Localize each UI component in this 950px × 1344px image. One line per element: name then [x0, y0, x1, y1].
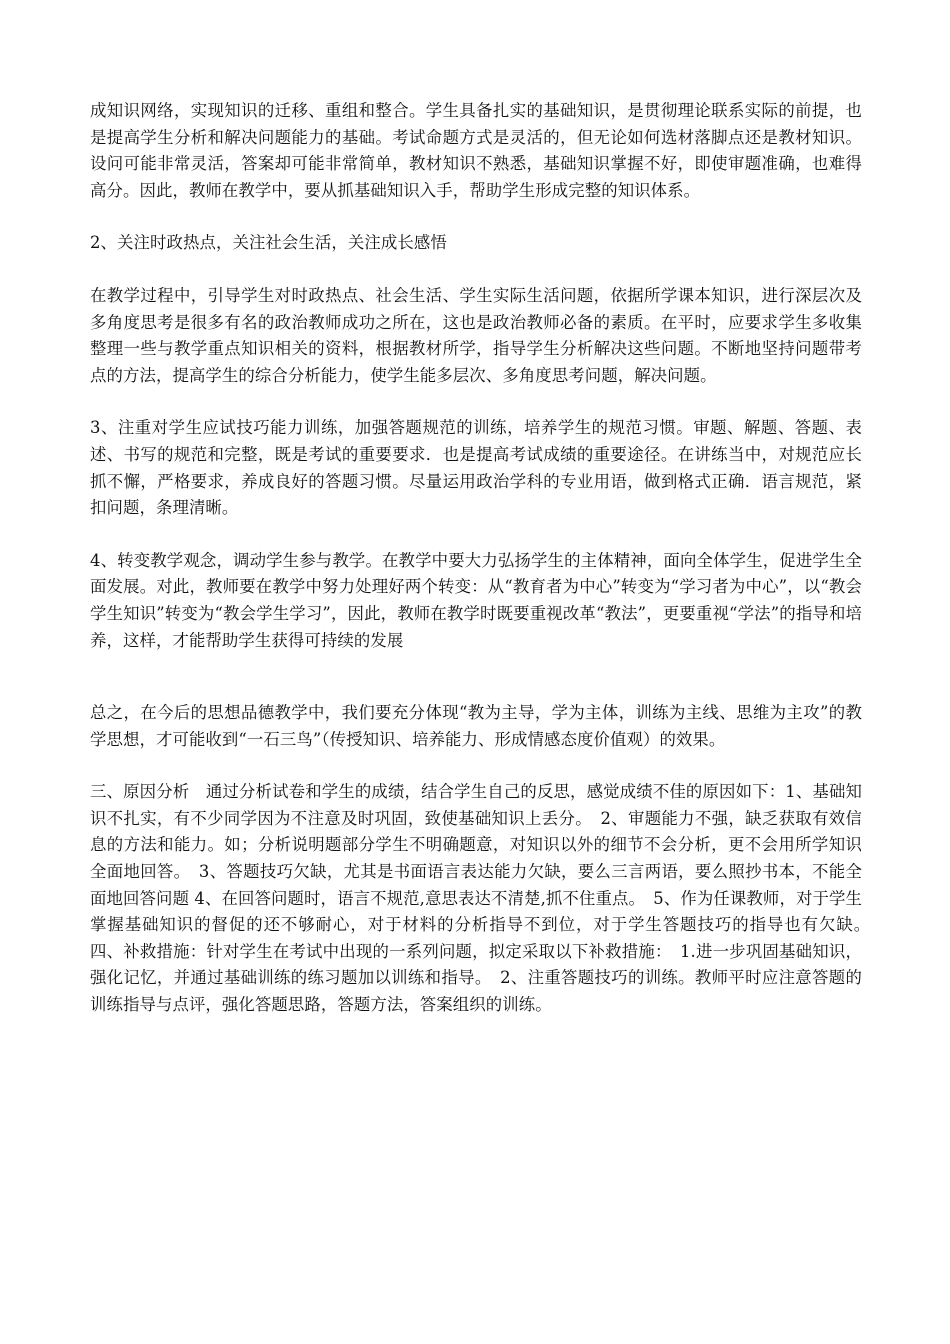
paragraph-foundation-knowledge: 成知识网络，实现知识的迁移、重组和整合。学生具备扎实的基础知识，是贯彻理论联系实际的前提，也是提高学生分析和解决问题能力的基础。考试命题方式是灵活的，但无论如何选材落脚点还是教材知识。设问可能非常灵活，答案却可能非常简单，教材知识不熟悉，基础知识掌握不好，即使审题准确，也难得高分。因此，教师在教学中，要从抓基础知识入手，帮助学生形成完整的知识体系。 [90, 101, 862, 200]
section-heading-current-affairs: 2、关注时政热点，关注社会生活，关注成长感悟 [90, 233, 447, 253]
paragraph-cause-analysis: 三、原因分析 通过分析试卷和学生的成绩，结合学生自己的反思，感觉成绩不佳的原因如下：1、基础知识不扎实，有不少同学因为不注意及时巩固，致使基础知识上丢分。 2、审题能力不强，缺乏获取有效信息的方法和能力。如；分析说明题部分学生不明确题意，对知识以外的细节不会分析，更不会用所学知识全面地回答。 3、答题技巧欠缺，尤其是书面语言表达能力欠缺，要么三言两语，要么照抄书本，不能全面地回答问题 4、在回答问题时，语言不规范,意思表达不清楚,抓不住重点。 5、作为任课教师，对于学生掌握基础知识的督促的还不够耐心，对于材料的分析指导不到位，对于学生答题技巧的指导也有欠缺。 四、补救措施：针对学生在考试中出现的一系列问题，拟定采取以下补救措施： 1.进一步巩固基础知识，强化记忆，并通过基础训练的练习题加以训练和指导。 2、注重答题技巧的训练。教师平时应注意答题的训练指导与点评，强化答题思路，答题方法，答案组织的训练。 [90, 782, 879, 1015]
paragraph-answer-skills: 3、注重对学生应试技巧能力训练，加强答题规范的训练，培养学生的规范习惯。审题、解题、答题、表述、书写的规范和完整，既是考试的重要要求．也是提高考试成绩的重要途径。在讲练当中，对规范应长抓不懈，严格要求，养成良好的答题习惯。尽量运用政治学科的专业用语，做到格式正确．语言规范，紧扣问题，条理清晰。 [90, 418, 862, 518]
paragraph-teaching-concepts: 4、转变教学观念，调动学生参与教学。在教学中要大力弘扬学生的主体精神，面向全体学生，促进学生全面发展。对此，教师要在教学中努力处理好两个转变：从“教育者为中心”转变为“学习者为中心”，以“教会学生知识”转变为“教会学生学习”，因此，教师在教学时既要重视改革“教法”，更要重视“学法”的指导和培养，这样，才能帮助学生获得可持续的发展 [90, 550, 862, 650]
document-body [90, 98, 879, 1045]
paragraph-summary: 总之，在今后的思想品德教学中，我们要充分体现“教为主导，学为主体，训练为主线、思维为主攻”的教学思想，才可能收到“一石三鸟”（传授知识、培养能力、形成情感态度价值观）的效果。 [90, 703, 862, 749]
paragraph-current-affairs: 在教学过程中，引导学生对时政热点、社会生活、学生实际生活问题，依据所学课本知识，进行深层次及多角度思考是很多有名的政治教师成功之所在，这也是政治教师必备的素质。在平时，应要求学生多收集整理一些与教学重点知识相关的资料，根据教材所学，指导学生分析解决这些问题。不断地坚持问题带考点的方法，提高学生的综合分析能力，使学生能多层次、多角度思考问题，解决问题。 [90, 285, 862, 385]
